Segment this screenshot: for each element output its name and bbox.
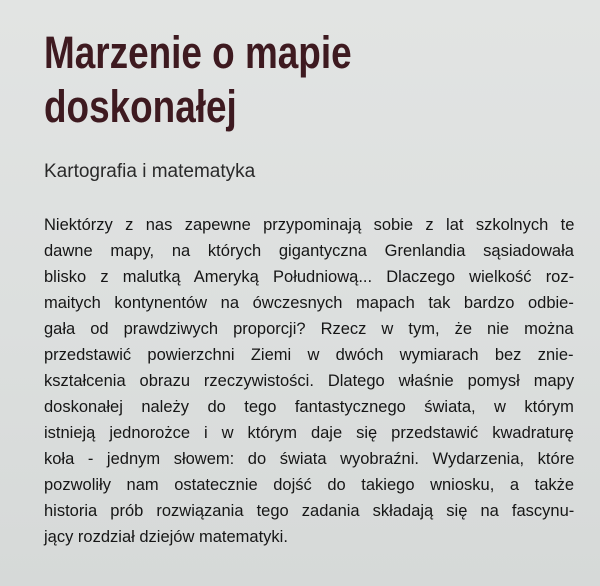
body-line: Niektórzy z nas zapewne przypominają sobie z lat szkolnych te (44, 216, 575, 234)
page-title (44, 26, 470, 134)
body-line: doskonałej należy do tego fantastycznego świata, w którym (44, 398, 574, 416)
body-line: gała od prawdziwych proporcji? Rzecz w tym, że nie można (44, 320, 574, 338)
subtitle: Kartografia i matematyka (44, 161, 256, 182)
body-line: kształcenia obrazu rzeczywistości. Dlatego właśnie pomysł mapy (44, 372, 575, 390)
body-line: pozwoliły nam ostatecznie dojść do takiego wniosku, a także (44, 476, 575, 494)
title-line-1: Marzenie o mapie (44, 27, 352, 78)
body-paragraph (44, 212, 574, 550)
body-line: jący rozdział dziejów matematyki. (44, 528, 288, 546)
body-line: koła - jednym słowem: do świata wyobraźni. Wydarzenia, które (44, 450, 575, 468)
body-line: maitych kontynentów na ówczesnych mapach tak bardzo odbie- (44, 294, 574, 312)
body-line: blisko z malutką Ameryką Południową... Dlaczego wielkość roz- (44, 268, 575, 286)
body-line: dawne mapy, na których gigantyczna Grenlandia sąsiadowała (44, 242, 574, 260)
body-line: przedstawić powierzchni Ziemi w dwóch wymiarach bez znie- (44, 346, 574, 364)
body-line: istnieją jednorożce i w którym daje się przedstawić kwadraturę (44, 424, 574, 442)
body-line: historia prób rozwiązania tego zadania składają się na fascynu- (44, 502, 575, 520)
title-line-2: doskonałej (44, 81, 237, 132)
